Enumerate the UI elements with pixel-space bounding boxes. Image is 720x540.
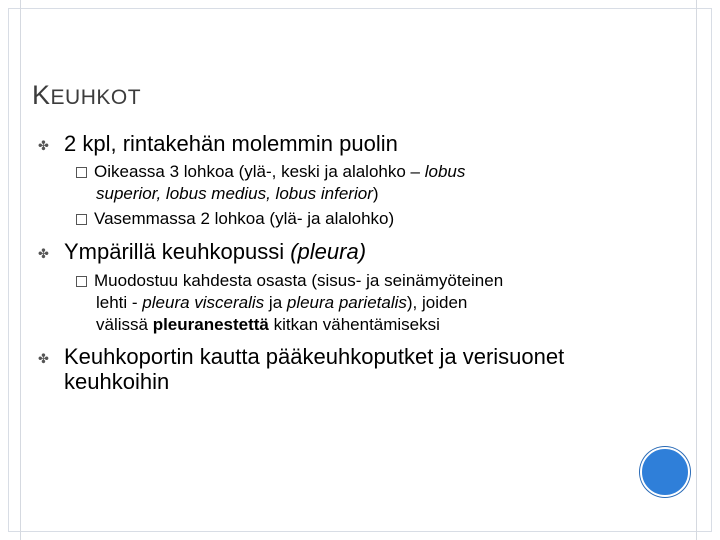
bullet-2-sub-1: [76, 270, 503, 336]
bullet-1-sub-1-line-1: [76, 161, 465, 183]
bullet-1-sub-1: [76, 161, 465, 205]
bullet-1-sub-2-line-1: [76, 208, 394, 230]
sub-text: kitkan vähentämiseksi: [268, 315, 440, 334]
bullet-1-sub-2: [76, 208, 394, 230]
bullet-2-sub-1-line-3: [76, 314, 503, 336]
bullet-1-text: 2 kpl, rintakehän molemmin puolin: [64, 131, 398, 156]
key-term: pleuranestettä: [152, 315, 269, 334]
sub-text: välissä: [96, 315, 153, 334]
bullet-1: [64, 131, 398, 156]
title-rest: EUHKOT: [50, 86, 142, 109]
latin-terms: superior, lobus medius, lobus inferior: [96, 184, 373, 203]
sub-text: ja: [264, 293, 287, 312]
title-initial: K: [32, 80, 51, 110]
latin-term: pleura parietalis: [286, 293, 407, 312]
sub-text: lehti -: [96, 293, 143, 312]
bullet-icon: ✤: [38, 138, 49, 153]
sub-text: Vasemmassa 2 lohkoa (ylä- ja alalohko): [94, 209, 395, 228]
checkbox-bullet-icon: [76, 214, 87, 225]
sub-text: Oikeassa 3 lohkoa (ylä-, keski ja alalohko –: [94, 162, 425, 181]
bullet-2: [64, 239, 366, 264]
sub-text: Muodostuu kahdesta osasta (sisus- ja seinämyöteinen: [94, 271, 504, 290]
latin-term: lobus: [424, 162, 466, 181]
sub-text: ): [372, 184, 379, 203]
checkbox-bullet-icon: [76, 276, 87, 287]
bullet-1-sub-1-line-2: [76, 183, 465, 205]
bullet-3-line-2: keuhkoihin: [64, 369, 170, 394]
bullet-2-sub-1-line-2: [76, 292, 503, 314]
bullet-icon: ✤: [38, 351, 49, 366]
bullet-3-line-1: Keuhkoportin kautta pääkeuhkoputket ja verisuonet: [64, 344, 565, 369]
bullet-icon: ✤: [38, 246, 49, 261]
latin-term: pleura visceralis: [142, 293, 265, 312]
latin-term: (pleura): [290, 239, 367, 264]
bullet-2-sub-1-line-1: [76, 270, 503, 292]
sub-text: ), joiden: [406, 293, 468, 312]
bullet-2-text-main: Ympärillä keuhkopussi: [64, 239, 291, 264]
bullet-2-text: [64, 239, 366, 264]
checkbox-bullet-icon: [76, 167, 87, 178]
decorative-circle: [640, 447, 690, 497]
bullet-3: [64, 344, 564, 394]
